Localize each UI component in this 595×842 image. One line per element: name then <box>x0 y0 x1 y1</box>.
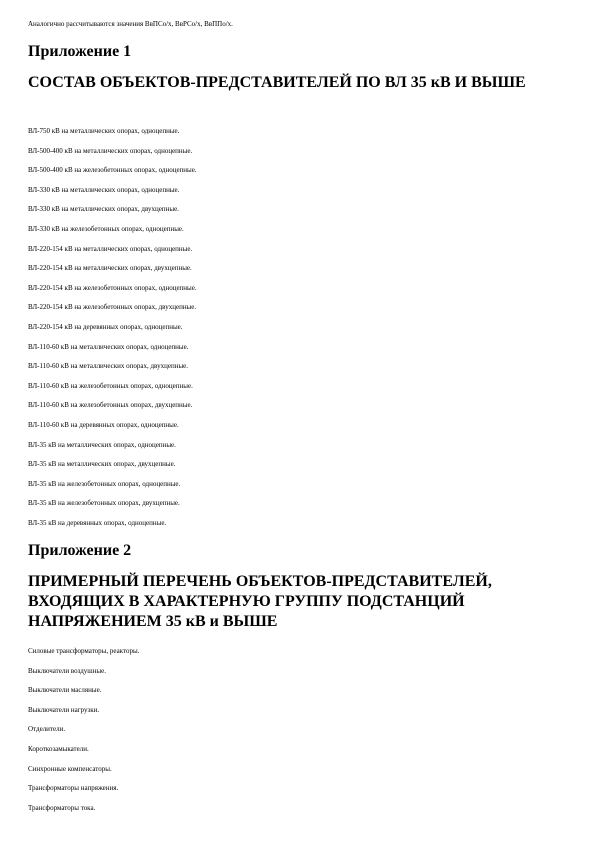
list-item: ВЛ-220-154 кВ на деревянных опорах, одноцепные. <box>28 322 183 331</box>
list-item: ВЛ-750 кВ на металлических опорах, одноцепные. <box>28 127 180 135</box>
list-item: ВЛ-110-60 кВ на железобетонных опорах, одноцепные. <box>28 381 193 390</box>
list-item: ВЛ-330 кВ на металлических опорах, одноцепные. <box>28 185 180 194</box>
list-item: ВЛ-500-400 кВ на железобетонных опорах, одноцепные. <box>28 166 197 175</box>
list-item: Выключатели нагрузки. <box>28 705 100 714</box>
list-item: ВЛ-110-60 кВ на деревянных опорах, одноцепные. <box>28 420 179 429</box>
list-item: ВЛ-35 кВ на металлических опорах, двухцепные. <box>28 460 176 469</box>
list-item: Короткозамыкатели. <box>28 744 89 753</box>
appendix-2-list <box>28 647 139 823</box>
list-item: Синхронные компенсаторы. <box>28 764 112 773</box>
list-item: ВЛ-220-154 кВ на железобетонных опорах, двухцепные. <box>28 303 197 312</box>
intro-text: Аналогично рассчитываются значения ВвПСо/х, ВвРСо/х, ВвППо/х. <box>28 20 233 28</box>
list-item: ВЛ-220-154 кВ на металлических опорах, одноцепные. <box>28 244 193 253</box>
list-item: Отделители. <box>28 725 66 734</box>
list-item: ВЛ-110-60 кВ на металлических опорах, одноцепные. <box>28 342 189 351</box>
list-item: ВЛ-220-154 кВ на металлических опорах, двухцепные. <box>28 264 192 273</box>
list-item: Силовые трансформаторы, реакторы. <box>28 647 140 655</box>
appendix-1-title: СОСТАВ ОБЪЕКТОВ-ПРЕДСТАВИТЕЛЕЙ ПО ВЛ 35 кВ И ВЫШЕ <box>28 74 526 91</box>
appendix-1-heading: Приложение 1 <box>28 43 132 60</box>
list-item: ВЛ-35 кВ на металлических опорах, одноцепные. <box>28 440 176 449</box>
appendix-2-heading: Приложение 2 <box>28 542 132 559</box>
list-item: ВЛ-110-60 кВ на металлических опорах, двухцепные. <box>28 362 188 371</box>
list-item: ВЛ-330 кВ на железобетонных опорах, одноцепные. <box>28 224 184 233</box>
list-item: ВЛ-35 кВ на железобетонных опорах, одноцепные. <box>28 479 181 488</box>
list-item: Выключатели масляные. <box>28 686 102 695</box>
list-item: ВЛ-35 кВ на железобетонных опорах, двухцепные. <box>28 499 180 508</box>
list-item: ВЛ-500-400 кВ на металлических опорах, одноцепные. <box>28 146 193 155</box>
list-item: Трансформаторы тока. <box>28 803 96 812</box>
list-item: Трансформаторы напряжения. <box>28 784 119 793</box>
appendix-2-title: ПРИМЕРНЫЙ ПЕРЕЧЕНЬ ОБЪЕКТОВ-ПРЕДСТАВИТЕЛЕЙ, ВХОДЯЩИХ В ХАРАКТЕРНУЮ ГРУППУ ПОДСТАНЦИЙ НАПРЯЖЕНИЕМ 35 кВ и ВЫШЕ <box>28 573 492 630</box>
list-item: ВЛ-330 кВ на металлических опорах, двухцепные. <box>28 205 179 214</box>
list-item: ВЛ-110-60 кВ на железобетонных опорах, двухцепные. <box>28 401 193 410</box>
list-item: ВЛ-220-154 кВ на железобетонных опорах, одноцепные. <box>28 283 197 292</box>
list-item: ВЛ-35 кВ на деревянных опорах, одноцепные. <box>28 518 167 527</box>
list-item: Выключатели воздушные. <box>28 666 106 675</box>
appendix-1-list <box>28 127 197 538</box>
